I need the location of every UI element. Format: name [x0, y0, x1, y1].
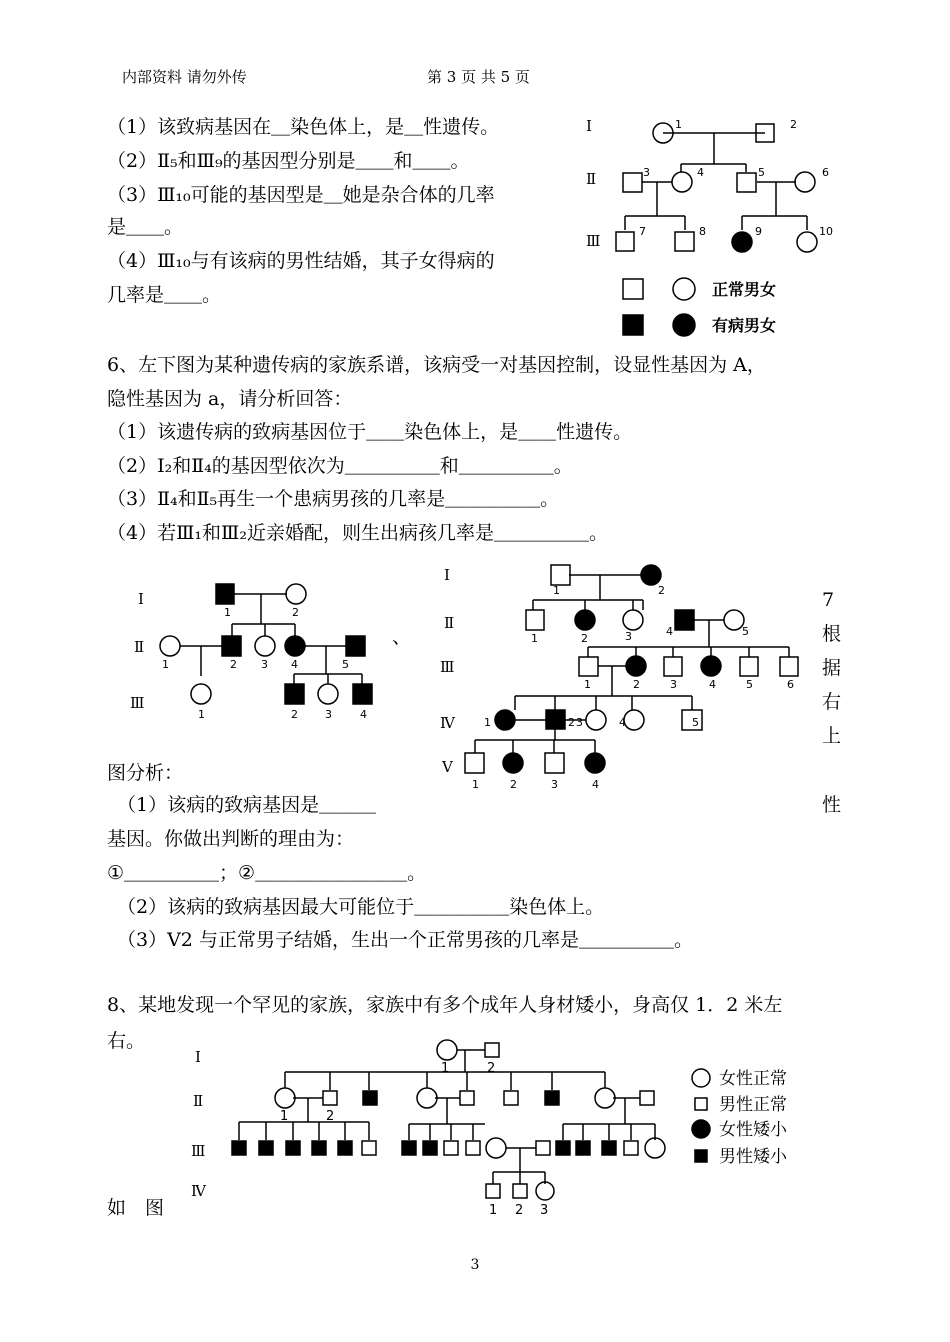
legend-female-normal: 女性正常 [719, 1069, 787, 1089]
pedigree-label: 1 [484, 716, 491, 729]
q6-line3: （1）该遗传病的致病基因位于＿＿染色体上，是＿＿性遗传。 [107, 421, 633, 443]
legend-normal: 正常男女 [712, 280, 777, 299]
pedigree-label: 2 [568, 716, 575, 729]
q7-line2-left: （1）该病的致病基因是＿＿＿ [117, 794, 377, 816]
pedigree-label: 1 [531, 632, 538, 645]
pedigree-label: 3 [576, 716, 583, 729]
pedigree-label: 4 [619, 716, 626, 729]
q6-line5: （3）Ⅱ₄和Ⅱ₅再生一个患病男孩的几率是＿＿＿＿＿。 [107, 488, 560, 510]
pedigree-label: 5 [746, 678, 753, 691]
pedigree-label: 10 [819, 225, 833, 238]
separator-mark: 、 [392, 626, 412, 648]
q7-line4: ①＿＿＿＿＿；②＿＿＿＿＿＿＿＿。 [107, 862, 427, 884]
pedigree-label: 8 [699, 225, 706, 238]
legend-male-short: 男性矮小 [719, 1147, 787, 1167]
pedigree-label: 4 [709, 678, 716, 691]
pedigree-label: 2 [581, 632, 588, 645]
pedigree-label: 3 [261, 658, 268, 671]
pedigree-label: 9 [755, 225, 762, 238]
page-number: 3 [470, 1257, 480, 1273]
q7-line6: （3）V2 与正常男子结婚，生出一个正常男孩的几率是＿＿＿＿＿。 [117, 929, 693, 951]
pedigree-label: 3 [643, 166, 650, 179]
pedigree-label: 5 [758, 166, 765, 179]
side-char: 7 [822, 589, 835, 611]
pedigree-label: 1 [198, 708, 205, 721]
side-char: 根 [822, 623, 842, 645]
pedigree-label: 2 [230, 658, 237, 671]
pedigree-label: 5 [742, 625, 749, 638]
q5-line5: （4）Ⅲ₁₀与有该病的男性结婚，其子女得病的 [107, 250, 495, 272]
pedigree-label: Ⅳ [440, 714, 455, 732]
pedigree-label: 1 [472, 778, 479, 791]
pedigree-label: 2 [292, 606, 299, 619]
q6-line4: （2）Ⅰ₂和Ⅱ₄的基因型依次为＿＿＿＿＿和＿＿＿＿＿。 [107, 455, 573, 477]
legend-affected: 有病男女 [712, 316, 777, 335]
pedigree-q6 [130, 578, 380, 728]
pedigree-q8 [185, 1038, 825, 1218]
pedigree-label: 1 [224, 606, 231, 619]
gen-label-I: Ⅰ [586, 117, 592, 135]
pedigree-label: 3 [540, 1203, 549, 1218]
side-char: 据 [822, 657, 842, 679]
pedigree-label: 2 [487, 1061, 496, 1076]
pedigree-q5 [578, 108, 838, 340]
pedigree-label: 1 [553, 584, 560, 597]
pedigree-label: Ⅰ [195, 1048, 201, 1066]
pedigree-label: 1 [584, 678, 591, 691]
q5-line1: （1）该致病基因在＿染色体上，是＿性遗传。 [107, 116, 500, 138]
pedigree-label: 1 [675, 118, 682, 131]
pedigree-label: Ⅳ [191, 1182, 206, 1200]
pedigree-label: 2 [326, 1109, 335, 1124]
side-char: 右 [822, 691, 842, 713]
pedigree-label: 3 [670, 678, 677, 691]
pedigree-label: 4 [697, 166, 704, 179]
legend-male-normal: 男性正常 [719, 1095, 787, 1115]
legend-female-short: 女性矮小 [719, 1120, 787, 1140]
q7-line1: 图分析： [107, 762, 184, 784]
pedigree-label: 3 [325, 708, 332, 721]
gen-label-III: Ⅲ [586, 232, 601, 250]
pedigree-q7 [440, 560, 810, 795]
pedigree-label: 6 [787, 678, 794, 691]
pedigree-label: 2 [510, 778, 517, 791]
pedigree-label: 2 [790, 118, 797, 131]
q5-line2: （2）Ⅱ₅和Ⅲ₉的基因型分别是＿＿和＿＿。 [107, 150, 470, 172]
pedigree-label: Ⅱ [444, 614, 455, 632]
pedigree-label: Ⅰ [138, 590, 144, 608]
pedigree-label: 1 [162, 658, 169, 671]
pedigree-label: Ⅲ [130, 694, 145, 712]
gen-label-II: Ⅱ [586, 170, 597, 188]
q7-line3: 基因。你做出判断的理由为： [107, 828, 355, 850]
q5-line6: 几率是＿＿。 [107, 284, 222, 306]
pedigree-label: Ⅱ [193, 1092, 204, 1110]
pedigree-label: 2 [291, 708, 298, 721]
pedigree-label: 1 [489, 1203, 498, 1218]
pedigree-label: 1 [280, 1109, 289, 1124]
pedigree-label: 1 [441, 1061, 450, 1076]
q5-line4: 是＿＿。 [107, 216, 184, 238]
pedigree-label: 2 [658, 584, 665, 597]
q8-line2: 右。 [107, 1030, 146, 1052]
q8-line3: 如 图 [107, 1197, 165, 1219]
pedigree-label: Ⅲ [191, 1142, 206, 1160]
pedigree-label: 4 [592, 778, 599, 791]
pedigree-label: 3 [551, 778, 558, 791]
pedigree-label: 2 [515, 1203, 524, 1218]
q8-line1: 8、某地发现一个罕见的家族，家族中有多个成年人身材矮小，身高仅 1．2 米左 [107, 994, 783, 1016]
pedigree-label: 3 [625, 630, 632, 643]
pedigree-label: 5 [692, 716, 699, 729]
q6-line2: 隐性基因为 a，请分析回答： [107, 388, 353, 410]
pedigree-label: 7 [639, 225, 646, 238]
pedigree-label: 4 [360, 708, 367, 721]
pedigree-label: 2 [633, 678, 640, 691]
pedigree-label: 5 [342, 658, 349, 671]
q6-line6: （4）若Ⅲ₁和Ⅲ₂近亲婚配，则生出病孩几率是＿＿＿＿＿。 [107, 522, 608, 544]
side-char: 上 [822, 725, 842, 747]
pedigree-label: Ⅴ [442, 758, 453, 776]
pedigree-label: Ⅲ [440, 658, 455, 676]
pedigree-label: 4 [666, 625, 673, 638]
q7-line5: （2）该病的致病基因最大可能位于＿＿＿＿＿染色体上。 [117, 896, 605, 918]
header-center: 第 3 页 共 5 页 [427, 68, 530, 86]
q7-line2-right: 性 [822, 794, 842, 816]
pedigree-label: Ⅱ [134, 638, 145, 656]
header-left: 内部资料 请勿外传 [122, 68, 247, 86]
q6-line1: 6、左下图为某种遗传病的家族系谱，该病受一对基因控制，设显性基因为 A， [107, 354, 766, 376]
q5-line3: （3）Ⅲ₁₀可能的基因型是＿她是杂合体的几率 [107, 184, 495, 206]
pedigree-label: 4 [291, 658, 298, 671]
pedigree-label: Ⅰ [444, 566, 450, 584]
pedigree-label: 6 [822, 166, 829, 179]
